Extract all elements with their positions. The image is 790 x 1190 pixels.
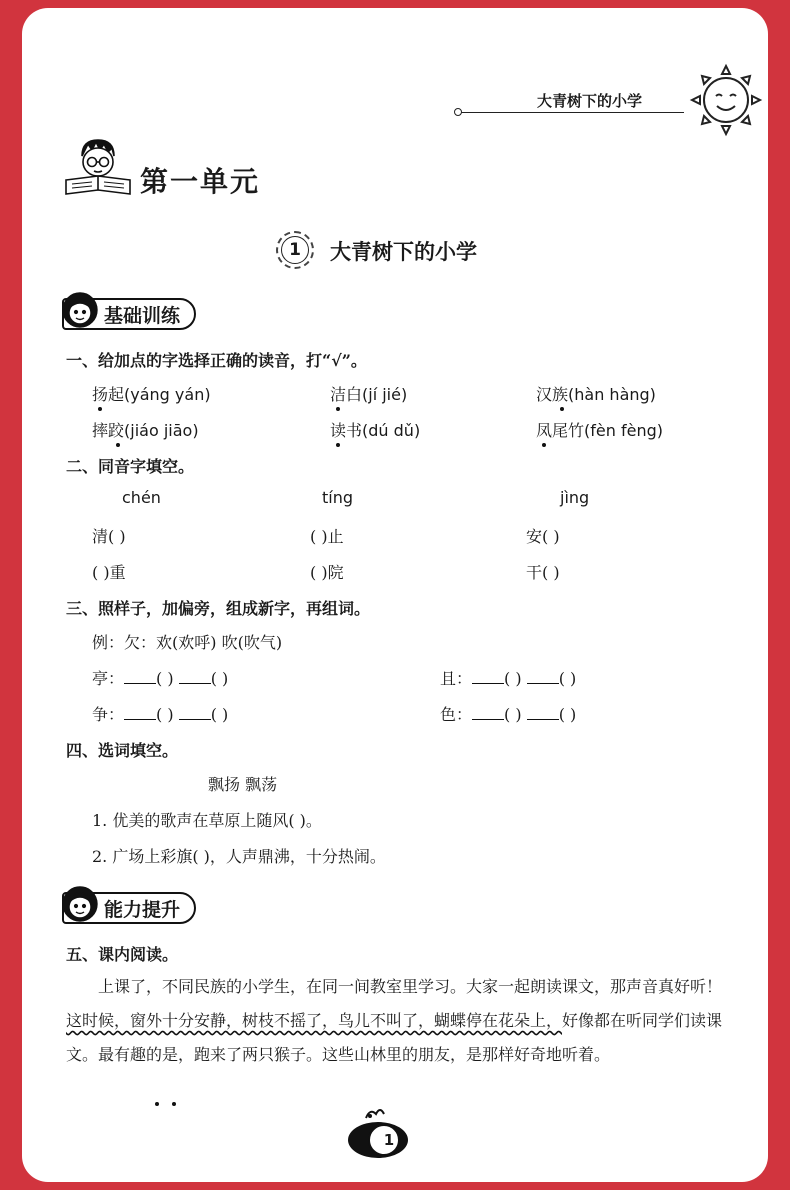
q3-word-paren[interactable]: ( ) bbox=[210, 705, 229, 724]
q2-blank-1[interactable]: 清( ) bbox=[92, 527, 126, 546]
lesson-title: 大青树下的小学 bbox=[330, 240, 477, 264]
sun-icon bbox=[686, 60, 766, 140]
q5-passage-underlined: 这时候，窗外十分安静，树枝不摇了，鸟儿不叫了，蝴蝶停在花朵上， bbox=[66, 1011, 563, 1030]
unit-title: 第一单元 bbox=[140, 165, 261, 198]
q5-prompt: 五、课内阅读。 bbox=[66, 945, 179, 964]
q1-item-2-options: (jí jié) bbox=[362, 385, 408, 404]
q2-pinyin-1: chén bbox=[122, 488, 161, 507]
girl-icon bbox=[60, 290, 100, 330]
q1-item-2 bbox=[330, 382, 407, 405]
q3-word-paren[interactable]: ( ) bbox=[504, 705, 522, 724]
q1-item-1-options: (yáng yán) bbox=[124, 385, 211, 404]
emphasis-dot bbox=[336, 443, 340, 447]
girl-icon bbox=[60, 884, 100, 924]
q3-word-paren[interactable]: ( ) bbox=[558, 705, 577, 724]
q1-item-4-options: (jiáo jiāo) bbox=[124, 421, 199, 440]
emphasis-dot bbox=[116, 443, 120, 447]
q3-prompt: 三、照样子，加偏旁，组成新字，再组词。 bbox=[66, 599, 371, 618]
q2-blank-4[interactable]: ( )重 bbox=[92, 563, 126, 582]
q3-row-1-right[interactable] bbox=[440, 666, 576, 689]
q3-char-2: 且： bbox=[440, 669, 473, 688]
q1-item-5-options: (dú dǔ) bbox=[362, 421, 421, 440]
emphasis-dot bbox=[542, 443, 546, 447]
q2-blank-6[interactable]: 干( ) bbox=[526, 563, 560, 582]
q3-word-paren[interactable]: ( ) bbox=[156, 705, 174, 724]
lesson-number-badge bbox=[276, 231, 314, 269]
q4-sentence-2[interactable]: 2. 广场上彩旗( )，人声鼎沸，十分热闹。 bbox=[92, 847, 386, 866]
q3-char-1: 亭： bbox=[92, 669, 125, 688]
q5-passage bbox=[66, 970, 736, 1072]
q3-char-blank[interactable] bbox=[124, 719, 156, 720]
q2-blank-5[interactable]: ( )院 bbox=[310, 563, 344, 582]
q5-passage-part-1: 上课了，不同民族的小学生，在同一间教室里学习。大家一起朗读课文，那声音真好听！ bbox=[98, 977, 723, 996]
emphasis-dot bbox=[98, 407, 102, 411]
q3-example: 例：欠：欢(欢呼) 吹(吹气) bbox=[92, 633, 283, 652]
emphasis-dot bbox=[155, 1102, 159, 1106]
q1-item-1-word: 扬起 bbox=[92, 385, 125, 404]
q1-item-2-word: 洁白 bbox=[330, 385, 363, 404]
emphasis-dot bbox=[560, 407, 564, 411]
q3-char-blank[interactable] bbox=[527, 719, 559, 720]
q1-item-3-word: 汉族 bbox=[536, 385, 569, 404]
page-number: 1 bbox=[383, 1131, 395, 1149]
q2-pinyin-3: jìng bbox=[560, 488, 590, 507]
section-basic-label: 基础训练 bbox=[104, 304, 181, 327]
q1-item-3 bbox=[536, 382, 656, 405]
q3-char-blank[interactable] bbox=[472, 683, 504, 684]
q3-char-blank[interactable] bbox=[472, 719, 504, 720]
section-advanced-label: 能力提升 bbox=[104, 898, 181, 921]
q3-char-blank[interactable] bbox=[124, 683, 156, 684]
q3-char-blank[interactable] bbox=[527, 683, 559, 684]
q5-passage-part-3: 好像都在听同学们读课文。最有趣的是，跑来了两只猴子。这些山林里的朋友，是那样好奇地听着。 bbox=[66, 1011, 723, 1064]
q3-row-2-right[interactable] bbox=[440, 702, 576, 725]
q4-sentence-1[interactable]: 1. 优美的歌声在草原上随风( )。 bbox=[92, 811, 322, 830]
q1-item-6 bbox=[536, 418, 663, 441]
q1-item-6-options: (fèn fèng) bbox=[584, 421, 663, 440]
q2-blank-2[interactable]: ( )止 bbox=[310, 527, 344, 546]
q3-char-3: 争： bbox=[92, 705, 125, 724]
q1-item-6-word: 凤尾竹 bbox=[536, 421, 585, 440]
q2-pinyin-2: tíng bbox=[322, 488, 354, 507]
q1-item-1 bbox=[92, 382, 211, 405]
workbook-page bbox=[22, 8, 768, 1182]
q3-word-paren[interactable]: ( ) bbox=[210, 669, 229, 688]
reading-boy-icon bbox=[62, 136, 134, 198]
q1-item-5 bbox=[330, 418, 420, 441]
q3-char-4: 色： bbox=[440, 705, 473, 724]
q4-word-choices: 飘扬 飘荡 bbox=[208, 775, 278, 794]
q2-blank-3[interactable]: 安( ) bbox=[526, 527, 560, 546]
q1-item-4 bbox=[92, 418, 199, 441]
q3-row-1-left[interactable] bbox=[92, 666, 228, 689]
q1-prompt: 一、给加点的字选择正确的读音，打“√”。 bbox=[66, 351, 367, 370]
header-rule-dot bbox=[454, 108, 462, 116]
header-rule bbox=[458, 112, 684, 113]
q3-word-paren[interactable]: ( ) bbox=[156, 669, 174, 688]
q3-word-paren[interactable]: ( ) bbox=[558, 669, 577, 688]
q3-char-blank[interactable] bbox=[179, 719, 211, 720]
q3-word-paren[interactable]: ( ) bbox=[504, 669, 522, 688]
q1-item-3-options: (hàn hàng) bbox=[568, 385, 656, 404]
lesson-number: 1 bbox=[281, 236, 309, 264]
q3-row-2-left[interactable] bbox=[92, 702, 228, 725]
q4-prompt: 四、选词填空。 bbox=[66, 741, 179, 760]
q3-char-blank[interactable] bbox=[179, 683, 211, 684]
q2-prompt: 二、同音字填空。 bbox=[66, 457, 195, 476]
running-header-title: 大青树下的小学 bbox=[537, 92, 643, 110]
q1-item-4-word: 摔跤 bbox=[92, 421, 125, 440]
emphasis-dot bbox=[172, 1102, 176, 1106]
emphasis-dot bbox=[336, 407, 340, 411]
q1-item-5-word: 读书 bbox=[330, 421, 363, 440]
